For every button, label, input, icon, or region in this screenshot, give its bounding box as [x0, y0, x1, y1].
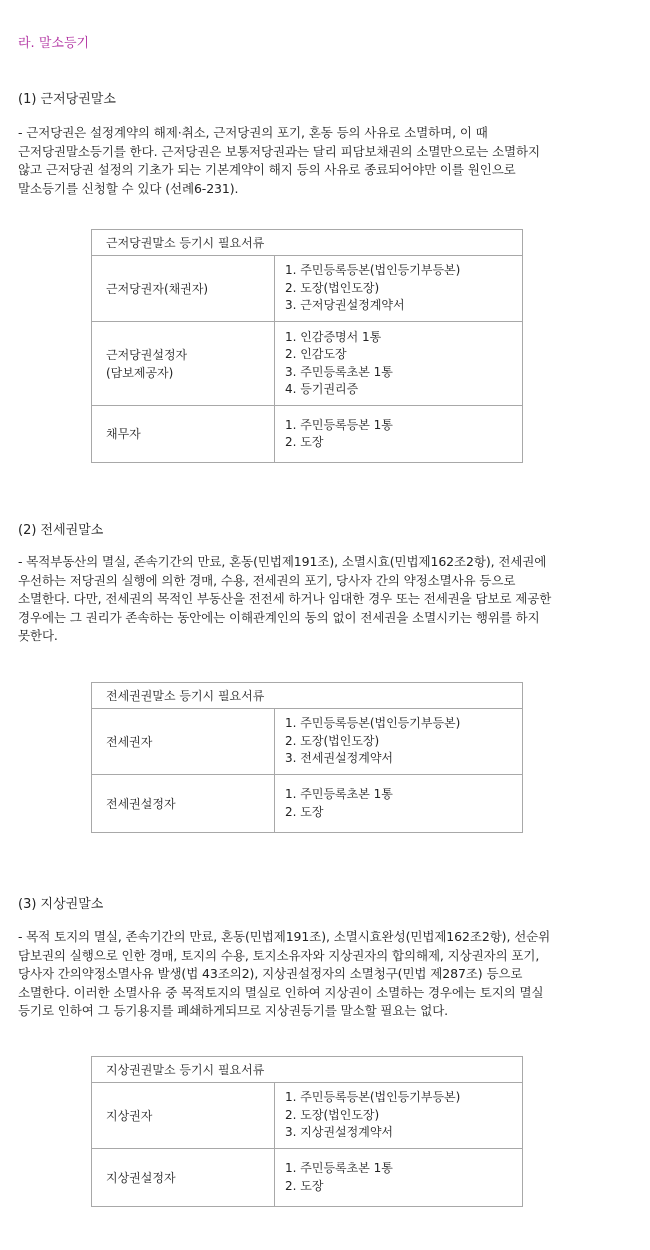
document-item: 2. 인감도장 [285, 347, 347, 361]
paragraph-line: 등기로 인하여 그 등기용지를 폐쇄하게되므로 지상권등기를 말소할 필요는 없다. [18, 1003, 449, 1018]
table-row [92, 1149, 523, 1207]
party-cell [92, 1083, 275, 1149]
party-label: 지상권설정자 [106, 1170, 176, 1185]
section-superficies-cancellation [18, 893, 630, 912]
party-label: (담보제공자) [106, 365, 174, 380]
section-body-mortgage [18, 124, 630, 198]
table-row [92, 709, 523, 775]
paragraph-line: 못한다. [18, 628, 58, 643]
document-item: 1. 주민등록초본 1통 [285, 787, 393, 801]
document-item: 2. 도장 [285, 804, 324, 819]
party-cell [92, 406, 275, 463]
party-cell [92, 775, 275, 833]
party-label: 전세권설정자 [106, 796, 176, 811]
paragraph-line: 당사자 간의약정소멸사유 발생(법 43조의2), 지상권설정자의 소멸청구(민법 제287조) 등으로 [18, 966, 523, 981]
document-item: 3. 주민등록초본 1통 [285, 364, 393, 379]
table-title: 지상권권말소 등기시 필요서류 [92, 1057, 523, 1083]
party-label: 지상권자 [106, 1108, 153, 1123]
section-paragraph [18, 928, 630, 1021]
required-documents-table [91, 682, 523, 833]
paragraph-line: - 목적부동산의 멸실, 존속기간의 만료, 혼동(민법제191조), 소멸시효(민법제162조2항), 전세권에 [18, 554, 547, 569]
section-paragraph [18, 553, 630, 646]
paragraph-line: - 근저당권은 설정계약의 해제·취소, 근저당권의 포기, 혼동 등의 사유로 소멸하며, 이 때 [18, 125, 488, 140]
document-item: 2. 도장 [285, 435, 324, 449]
document-item: 3. 전세권설정계약서 [285, 751, 394, 766]
document-item: 1. 주민등록등본 1통 [285, 417, 393, 432]
document-item: 4. 등기권리증 [285, 382, 359, 396]
section-jeonse-cancellation [18, 519, 630, 538]
documents-cell [275, 775, 523, 833]
table-row [92, 775, 523, 833]
section-body-jeonse [18, 553, 630, 646]
document-item: 1. 주민등록등본(법인등기부등본) [285, 263, 461, 278]
table-row [92, 406, 523, 463]
party-cell [92, 1149, 275, 1207]
table-header-row [92, 683, 523, 709]
party-cell [92, 709, 275, 775]
paragraph-line: - 목적 토지의 멸실, 존속기간의 만료, 혼동(민법제191조), 소멸시효완성(민법제162조2항), 선순위 [18, 929, 551, 944]
documents-cell [275, 256, 523, 322]
section-heading: (1) 근저당권말소 [18, 92, 116, 107]
document-item: 1. 주민등록등본(법인등기부등본) [285, 716, 461, 731]
documents-cell [275, 709, 523, 775]
document-item: 3. 지상권설정계약서 [285, 1125, 394, 1140]
table-row [92, 322, 523, 406]
section-heading: (3) 지상권말소 [18, 897, 104, 912]
section-paragraph [18, 124, 630, 198]
party-label: 근저당권설정자 [106, 347, 188, 362]
section-mortgage-cancellation [18, 88, 630, 107]
paragraph-line: 우선하는 저당권의 실행에 의한 경매, 수용, 전세권의 포기, 당사자 간의 약정소멸사유 등으로 [18, 572, 516, 588]
document-item: 2. 도장(법인도장) [285, 733, 380, 748]
paragraph-line: 소멸한다. 이러한 소멸사유 중 목적토지의 멸실로 인하여 지상권이 소멸하는 경우에는 토지의 멸실 [18, 984, 544, 1000]
section-heading: (2) 전세권말소 [18, 523, 104, 538]
document-item: 3. 근저당권설정계약서 [285, 298, 405, 313]
page-title: 라. 말소등기 [18, 36, 90, 51]
paragraph-line: 말소등기를 신청할 수 있다 (선례6-231). [18, 180, 239, 196]
table-row [92, 1083, 523, 1149]
required-documents-table [91, 1056, 523, 1207]
table-title: 전세권권말소 등기시 필요서류 [92, 683, 523, 709]
party-label: 전세권자 [106, 734, 153, 749]
party-label: 근저당권자(채권자) [106, 281, 209, 296]
table-title: 근저당권말소 등기시 필요서류 [92, 230, 523, 256]
paragraph-line: 근저당권말소등기를 한다. 근저당권은 보통저당권과는 달리 피담보채권의 소멸만으로는 소멸하지 [18, 143, 540, 159]
party-label: 채무자 [106, 427, 141, 441]
document-item: 1. 인감증명서 1통 [285, 329, 382, 344]
paragraph-line: 경우에는 그 권리가 존속하는 동안에는 이해관계인의 동의 없이 전세권을 소멸시키는 행위를 하지 [18, 609, 540, 625]
document-item: 2. 도장 [285, 1178, 324, 1193]
paragraph-line: 소멸한다. 다만, 전세권의 목적인 부동산을 전전세 하거나 임대한 경우 또는 전세권을 담보로 제공한 [18, 591, 552, 606]
party-cell [92, 322, 275, 406]
documents-cell [275, 406, 523, 463]
document-item: 2. 도장(법인도장) [285, 280, 380, 295]
documents-cell [275, 1083, 523, 1149]
documents-cell [275, 322, 523, 406]
table-row [92, 256, 523, 322]
document-item: 1. 주민등록등본(법인등기부등본) [285, 1090, 461, 1105]
table-header-row [92, 1057, 523, 1083]
paragraph-line: 담보권의 실행으로 인한 경매, 토지의 수용, 토지소유자와 지상권자의 합의해제, 지상권자의 포기, [18, 947, 540, 963]
required-documents-table [91, 229, 523, 463]
documents-cell [275, 1149, 523, 1207]
party-cell [92, 256, 275, 322]
document-item: 1. 주민등록초본 1통 [285, 1161, 393, 1175]
table-header-row [92, 230, 523, 256]
document-item: 2. 도장(법인도장) [285, 1107, 380, 1122]
paragraph-line: 않고 근저당권 설정의 기초가 되는 기본계약이 해지 등의 사유로 종료되어야만 이를 원인으로 [18, 162, 516, 177]
section-body-superficies [18, 928, 630, 1021]
